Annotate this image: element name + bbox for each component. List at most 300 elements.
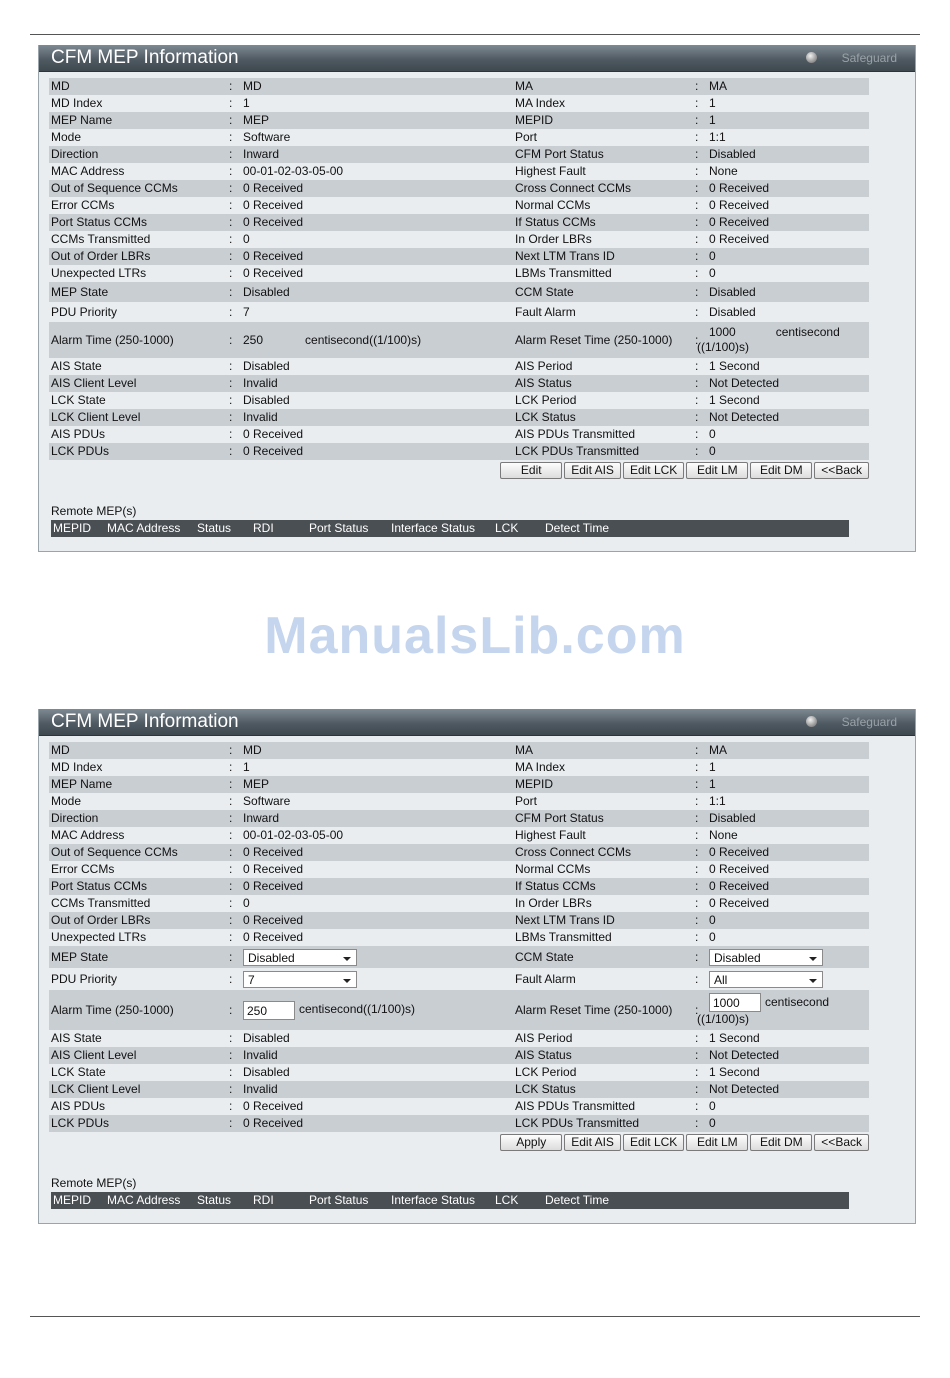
colon: : [695, 214, 707, 231]
field-value [241, 968, 513, 990]
field-value: MD [241, 78, 513, 95]
field-value: 0 Received [241, 248, 513, 265]
edit-lck-button[interactable]: Edit LCK [623, 1134, 684, 1151]
table-row [49, 878, 869, 895]
table-row [49, 1115, 869, 1132]
field-value: 0 Received [707, 214, 869, 231]
field-value: 7 [241, 302, 513, 322]
table-row [49, 1047, 869, 1064]
field-value: Disabled [241, 1064, 513, 1081]
edit-lck-button[interactable]: Edit LCK [623, 462, 684, 479]
field-label: PDU Priority [49, 302, 229, 322]
field-label: AIS State [49, 1030, 229, 1047]
fault-alarm-select[interactable] [709, 971, 823, 988]
colon: : [695, 358, 707, 375]
field-label: LCK State [49, 1064, 229, 1081]
field-value: 00-01-02-03-05-00 [241, 163, 513, 180]
colon: : [229, 1081, 241, 1098]
safeguard-label: Safeguard [841, 51, 897, 65]
field-label: CCM State [513, 946, 695, 968]
alarm-reset-time-input[interactable]: 1000 [709, 993, 761, 1012]
edit-button[interactable]: Edit [500, 462, 562, 479]
colon: : [695, 443, 707, 460]
alarm-reset-unit-line: ((1/100)s) [697, 1012, 750, 1026]
field-value: 0 Received [707, 844, 869, 861]
table-row [49, 1081, 869, 1098]
colon: : [695, 180, 707, 197]
colon: : [229, 810, 241, 827]
table-row [49, 197, 869, 214]
column-header-mepid: MEPID [53, 521, 92, 535]
colon: : [695, 322, 707, 358]
field-label: MEPID [513, 776, 695, 793]
field-label: CCM State [513, 282, 695, 302]
field-label: AIS Period [513, 358, 695, 375]
field-value: 0 Received [707, 231, 869, 248]
field-label: Alarm Reset Time (250-1000) [513, 990, 695, 1030]
table-row [49, 990, 869, 1030]
table-row [49, 443, 869, 460]
colon: : [229, 231, 241, 248]
field-label: PDU Priority [49, 968, 229, 990]
field-label: Mode [49, 793, 229, 810]
colon: : [695, 78, 707, 95]
field-value: 1 [707, 112, 869, 129]
field-label: Error CCMs [49, 197, 229, 214]
field-label: AIS PDUs Transmitted [513, 1098, 695, 1115]
field-value: 0 Received [707, 878, 869, 895]
field-label: In Order LBRs [513, 895, 695, 912]
table-row [49, 129, 869, 146]
field-value: Disabled [707, 302, 869, 322]
mep-state-select[interactable] [243, 949, 357, 966]
field-value: 1 [707, 759, 869, 776]
field-value: 0 [241, 895, 513, 912]
colon: : [229, 358, 241, 375]
field-label: Normal CCMs [513, 197, 695, 214]
field-label: AIS Client Level [49, 1047, 229, 1064]
column-header-port-status: Port Status [309, 521, 369, 535]
colon: : [229, 322, 241, 358]
field-value: None [707, 827, 869, 844]
field-value: 0 Received [241, 844, 513, 861]
colon: : [695, 793, 707, 810]
field-value [697, 990, 869, 1030]
edit-lm-button[interactable]: Edit LM [686, 462, 748, 479]
field-value: Not Detected [707, 409, 869, 426]
field-label: MEP Name [49, 776, 229, 793]
pdu-priority-select[interactable] [243, 971, 357, 988]
table-row [49, 793, 869, 810]
colon: : [695, 844, 707, 861]
field-label: LCK PDUs Transmitted [513, 443, 695, 460]
field-label: AIS State [49, 358, 229, 375]
remote-mep-title: Remote MEP(s) [51, 504, 137, 518]
field-label: MEPID [513, 112, 695, 129]
field-label: MAC Address [49, 163, 229, 180]
field-label: LCK Client Level [49, 1081, 229, 1098]
safeguard-indicator-icon [806, 716, 817, 727]
colon: : [229, 912, 241, 929]
colon: : [229, 878, 241, 895]
colon: : [695, 146, 707, 163]
colon: : [695, 95, 707, 112]
field-value: 0 Received [241, 197, 513, 214]
field-label: AIS PDUs [49, 1098, 229, 1115]
colon: : [695, 878, 707, 895]
field-label: Highest Fault [513, 163, 695, 180]
field-value: Inward [241, 810, 513, 827]
field-label: Direction [49, 146, 229, 163]
colon: : [695, 248, 707, 265]
field-value: 0 Received [241, 265, 513, 282]
field-label: Port [513, 129, 695, 146]
colon: : [229, 844, 241, 861]
field-label: LCK Period [513, 392, 695, 409]
field-label: Out of Sequence CCMs [49, 180, 229, 197]
colon: : [695, 742, 707, 759]
field-value: Not Detected [707, 1081, 869, 1098]
table-row [49, 912, 869, 929]
field-value [707, 946, 869, 968]
table-row [49, 322, 869, 358]
field-label: Cross Connect CCMs [513, 844, 695, 861]
table-row [49, 146, 869, 163]
alarm-reset-unit-line: ((1/100)s) [697, 340, 750, 354]
table-row [49, 742, 869, 759]
field-value: 0 [241, 231, 513, 248]
field-label: Port Status CCMs [49, 878, 229, 895]
column-header-interface-status: Interface Status [391, 1193, 476, 1207]
field-value: Disabled [241, 282, 513, 302]
field-value: 1 Second [707, 358, 869, 375]
field-label: LBMs Transmitted [513, 929, 695, 946]
field-value: Inward [241, 146, 513, 163]
field-value: Disabled [241, 1030, 513, 1047]
mep-info-table [49, 742, 869, 1132]
table-row [49, 827, 869, 844]
colon: : [695, 946, 707, 968]
table-row [49, 759, 869, 776]
column-header-lck: LCK [495, 1193, 519, 1207]
colon: : [229, 742, 241, 759]
field-label: Alarm Reset Time (250-1000) [513, 322, 695, 358]
field-value: 0 [707, 443, 869, 460]
column-header-status: Status [197, 521, 232, 535]
colon: : [229, 214, 241, 231]
field-label: Mode [49, 129, 229, 146]
field-value: 0 [707, 265, 869, 282]
colon: : [229, 146, 241, 163]
colon: : [229, 929, 241, 946]
field-label: LBMs Transmitted [513, 265, 695, 282]
field-value: 1 [707, 95, 869, 112]
field-value: 1 [707, 776, 869, 793]
button-row [49, 1134, 869, 1154]
colon: : [229, 112, 241, 129]
field-label: MEP State [49, 282, 229, 302]
colon: : [695, 112, 707, 129]
field-label: Next LTM Trans ID [513, 248, 695, 265]
table-row [49, 248, 869, 265]
colon: : [695, 409, 707, 426]
field-label: LCK Client Level [49, 409, 229, 426]
field-label: LCK Period [513, 1064, 695, 1081]
colon: : [695, 163, 707, 180]
colon: : [229, 409, 241, 426]
colon: : [229, 163, 241, 180]
alarm-reset-line [709, 325, 869, 340]
field-value: 0 Received [241, 1115, 513, 1132]
table-row [49, 392, 869, 409]
colon: : [229, 302, 241, 322]
column-header-rdi: RDI [253, 521, 274, 535]
field-value: MEP [241, 112, 513, 129]
table-row [49, 302, 869, 322]
field-value: 1 [241, 95, 513, 112]
colon: : [229, 1030, 241, 1047]
table-row [49, 282, 869, 302]
colon: : [229, 197, 241, 214]
colon: : [695, 827, 707, 844]
field-value: Disabled [241, 358, 513, 375]
column-header-mac-address: MAC Address [107, 521, 181, 535]
field-value: Disabled [707, 282, 869, 302]
colon: : [695, 1064, 707, 1081]
field-label: AIS PDUs Transmitted [513, 426, 695, 443]
colon: : [695, 197, 707, 214]
field-label: LCK PDUs [49, 443, 229, 460]
button-row [49, 462, 869, 482]
colon: : [229, 375, 241, 392]
colon: : [229, 990, 241, 1030]
field-label: LCK Status [513, 1081, 695, 1098]
field-value: 0 [707, 912, 869, 929]
table-row [49, 810, 869, 827]
field-label: In Order LBRs [513, 231, 695, 248]
chevron-down-icon [809, 957, 817, 961]
colon: : [229, 1064, 241, 1081]
field-label: Alarm Time (250-1000) [49, 322, 229, 358]
edit-ais-button[interactable]: Edit AIS [564, 462, 621, 479]
field-value: 0 Received [241, 861, 513, 878]
field-label: LCK State [49, 392, 229, 409]
colon: : [229, 793, 241, 810]
field-label: CFM Port Status [513, 146, 695, 163]
colon: : [229, 759, 241, 776]
safeguard-indicator-icon [806, 52, 817, 63]
field-value: 0 Received [241, 929, 513, 946]
field-value: 0 Received [707, 861, 869, 878]
field-value: 0 Received [241, 878, 513, 895]
column-header-mepid: MEPID [53, 1193, 92, 1207]
colon: : [695, 1047, 707, 1064]
edit-ais-button[interactable]: Edit AIS [564, 1134, 621, 1151]
table-row [49, 844, 869, 861]
colon: : [695, 129, 707, 146]
colon: : [695, 1030, 707, 1047]
field-value [241, 322, 513, 358]
alarm-time-unit: centisecond((1/100)s) [299, 1002, 416, 1017]
alarm-reset-unit: centisecond [775, 325, 840, 339]
table-row [49, 95, 869, 112]
field-value: 0 [707, 248, 869, 265]
top-rule [30, 34, 920, 35]
table-row [49, 1064, 869, 1081]
colon: : [229, 180, 241, 197]
field-label: Unexpected LTRs [49, 929, 229, 946]
colon: : [229, 861, 241, 878]
field-value: Invalid [241, 1047, 513, 1064]
ccm-state-select[interactable] [709, 949, 823, 966]
column-header-rdi: RDI [253, 1193, 274, 1207]
field-label: AIS PDUs [49, 426, 229, 443]
field-label: MEP State [49, 946, 229, 968]
table-row [49, 895, 869, 912]
table-row [49, 78, 869, 95]
field-label: MD [49, 742, 229, 759]
edit-lm-button[interactable]: Edit LM [686, 1134, 748, 1151]
colon: : [229, 946, 241, 968]
field-label: Port [513, 793, 695, 810]
colon: : [695, 1115, 707, 1132]
colon: : [229, 443, 241, 460]
field-value [707, 968, 869, 990]
column-header-detect-time: Detect Time [545, 521, 610, 535]
table-row [49, 358, 869, 375]
colon: : [695, 231, 707, 248]
edit-dm-button[interactable]: Edit DM [750, 1134, 812, 1151]
back-button[interactable]: <<Back [814, 462, 869, 479]
column-header-mac-address: MAC Address [107, 1193, 181, 1207]
field-label: LCK Status [513, 409, 695, 426]
field-value: Disabled [707, 810, 869, 827]
field-label: LCK PDUs Transmitted [513, 1115, 695, 1132]
field-label: AIS Status [513, 375, 695, 392]
alarm-reset-time-value: 1000 [709, 325, 736, 339]
colon: : [695, 265, 707, 282]
field-value: None [707, 163, 869, 180]
colon: : [229, 392, 241, 409]
field-label: Cross Connect CCMs [513, 180, 695, 197]
back-button[interactable]: <<Back [814, 1134, 869, 1151]
field-label: MA Index [513, 95, 695, 112]
colon: : [229, 129, 241, 146]
colon: : [229, 248, 241, 265]
edit-dm-button[interactable]: Edit DM [750, 462, 812, 479]
field-value: 1 Second [707, 1030, 869, 1047]
cfm-mep-info-panel-edit [38, 709, 916, 1224]
colon: : [695, 1098, 707, 1115]
table-row [49, 112, 869, 129]
field-value: 1 Second [707, 1064, 869, 1081]
field-value [241, 990, 513, 1030]
field-value [697, 322, 869, 358]
column-header-detect-time: Detect Time [545, 1193, 610, 1207]
field-label: Direction [49, 810, 229, 827]
table-row [49, 163, 869, 180]
field-label: AIS Period [513, 1030, 695, 1047]
colon: : [695, 392, 707, 409]
colon: : [229, 895, 241, 912]
field-value [241, 946, 513, 968]
field-value: 0 Received [241, 214, 513, 231]
field-value: Software [241, 129, 513, 146]
panel-header [39, 45, 915, 72]
table-row [49, 1098, 869, 1115]
colon: : [229, 1098, 241, 1115]
field-value: Software [241, 793, 513, 810]
field-label: CCMs Transmitted [49, 895, 229, 912]
colon: : [229, 776, 241, 793]
table-row [49, 861, 869, 878]
field-value: 0 [707, 426, 869, 443]
alarm-time-unit: centisecond((1/100)s) [305, 332, 422, 347]
field-value: 0 Received [707, 197, 869, 214]
colon: : [695, 861, 707, 878]
field-value: 00-01-02-03-05-00 [241, 827, 513, 844]
table-row [49, 214, 869, 231]
field-label: MA [513, 742, 695, 759]
colon: : [229, 968, 241, 990]
colon: : [695, 895, 707, 912]
panel-header [39, 709, 915, 736]
field-value: 0 Received [241, 912, 513, 929]
chevron-down-icon [343, 979, 351, 983]
table-row [49, 180, 869, 197]
apply-button[interactable]: Apply [500, 1134, 562, 1151]
alarm-time-input[interactable]: 250 [243, 1001, 295, 1020]
colon: : [695, 375, 707, 392]
field-label: If Status CCMs [513, 878, 695, 895]
table-row [49, 946, 869, 968]
field-value: Not Detected [707, 375, 869, 392]
field-label: Fault Alarm [513, 302, 695, 322]
colon: : [695, 302, 707, 322]
field-value: Disabled [241, 392, 513, 409]
field-value: 1 [241, 759, 513, 776]
colon: : [229, 95, 241, 112]
colon: : [695, 426, 707, 443]
colon: : [695, 759, 707, 776]
colon: : [229, 1115, 241, 1132]
field-value: 0 Received [241, 426, 513, 443]
alarm-time-value: 250 [243, 332, 264, 347]
field-value: 1:1 [707, 793, 869, 810]
field-label: Next LTM Trans ID [513, 912, 695, 929]
colon: : [695, 968, 707, 990]
table-row [49, 426, 869, 443]
colon: : [695, 1081, 707, 1098]
alarm-reset-line [709, 993, 869, 1012]
remote-mep-table-header [51, 520, 849, 537]
alarm-reset-unit: centisecond [765, 994, 830, 1009]
field-value: 0 [707, 929, 869, 946]
field-label: Out of Sequence CCMs [49, 844, 229, 861]
table-row [49, 375, 869, 392]
colon: : [695, 929, 707, 946]
field-label: Normal CCMs [513, 861, 695, 878]
field-label: MA Index [513, 759, 695, 776]
chevron-down-icon [809, 979, 817, 983]
field-label: MEP Name [49, 112, 229, 129]
field-label: AIS Status [513, 1047, 695, 1064]
remote-mep-title: Remote MEP(s) [51, 1176, 137, 1190]
colon: : [695, 776, 707, 793]
field-value: Invalid [241, 409, 513, 426]
field-value: Disabled [707, 146, 869, 163]
field-label: Highest Fault [513, 827, 695, 844]
